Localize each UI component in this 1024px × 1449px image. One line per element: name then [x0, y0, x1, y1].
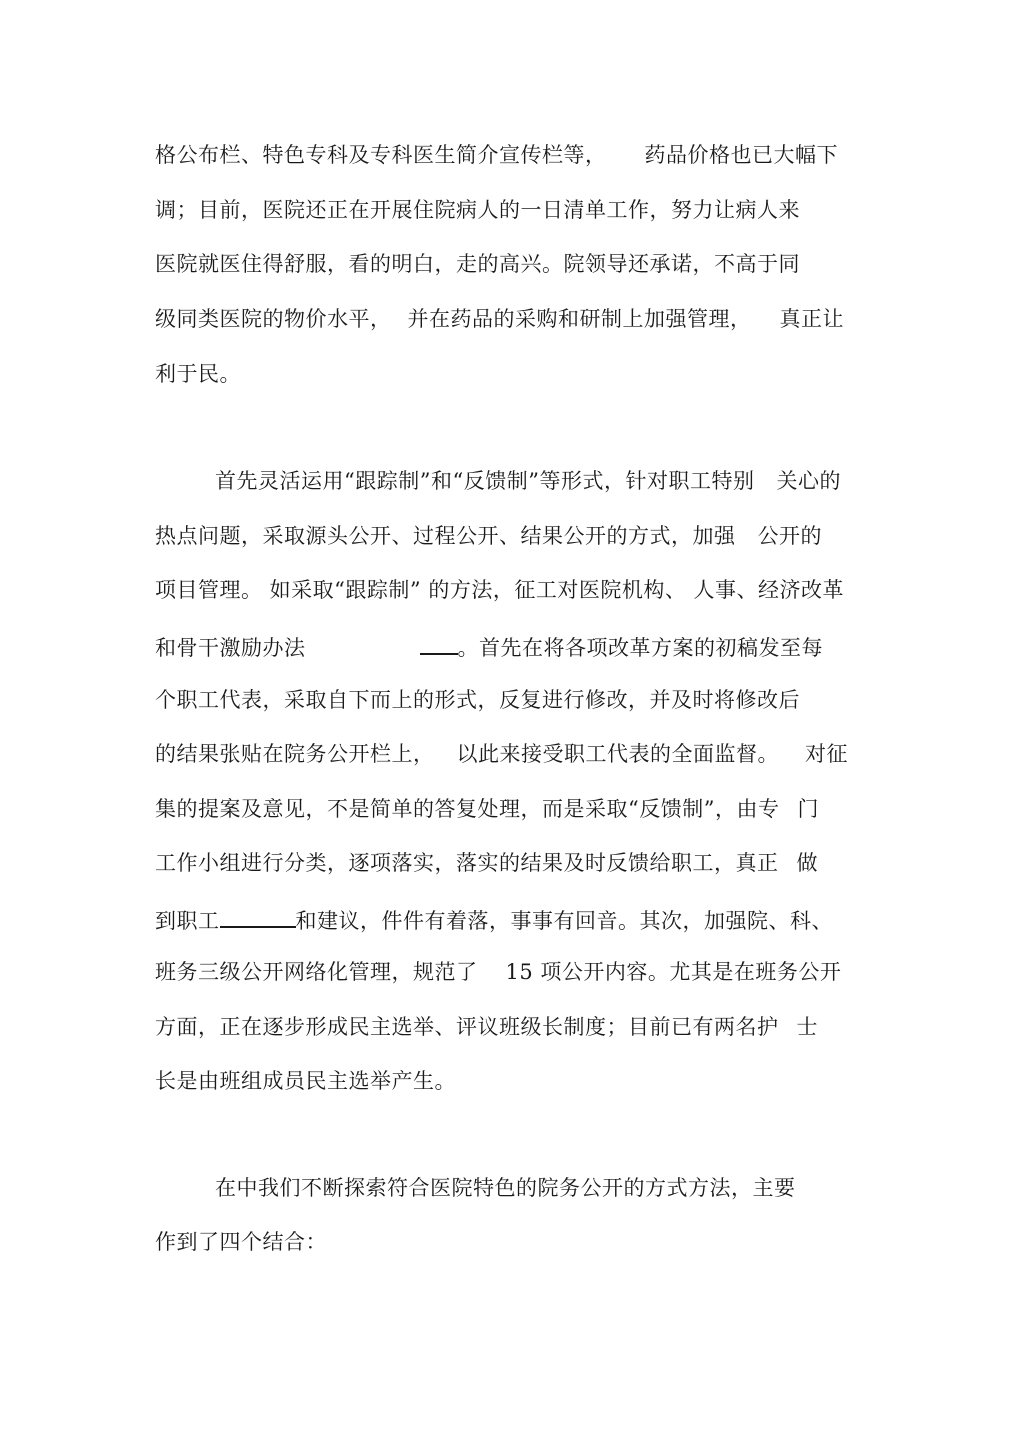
p2-line-6-a: 的结果张贴在院务公开栏上，: [155, 742, 435, 766]
p2-line-6: [155, 740, 848, 768]
p3-line-2: 作到了四个结合：: [155, 1230, 327, 1254]
p2-line-1: [215, 467, 841, 495]
p2-line-10-b: 15 项公开内容。尤其是在班务公开: [505, 960, 842, 984]
fill-in-blank-1: [420, 631, 458, 655]
p2-line-7-b: 门: [797, 797, 819, 821]
p2-line-1-a: 首先灵活运用“跟踪制”和“反馈制”等形式，针对职工特别: [215, 469, 755, 493]
p2-line-9-a: 到职工: [155, 909, 220, 933]
p3-line-1: 在中我们不断探索符合医院特色的院务公开的方式方法，主要: [215, 1176, 796, 1200]
p1-line-1: [155, 141, 838, 169]
p1-line-3: 医院就医住得舒服，看的明白，走的高兴。院领导还承诺，不高于同: [155, 252, 800, 276]
p1-line-5: 利于民。: [155, 362, 241, 386]
p2-line-10-a: 班务三级公开网络化管理，规范了: [155, 960, 478, 984]
p2-line-8-a: 工作小组进行分类，逐项落实，落实的结果及时反馈给职工，真正: [155, 851, 779, 875]
p2-line-11-b: 士: [796, 1015, 818, 1039]
p2-line-8-b: 做: [796, 851, 818, 875]
p2-line-6-b: 以此来接受职工代表的全面监督。: [456, 742, 779, 766]
p1-line-1-b: 药品价格也已大幅下: [644, 143, 838, 167]
p2-line-6-c: 对征: [805, 742, 848, 766]
p2-line-11: [155, 1013, 818, 1041]
p2-line-4-b: 。首先在将各项改革方案的初稿发至每: [457, 636, 823, 660]
p2-line-4: [155, 631, 823, 662]
fill-in-blank-2: [220, 904, 296, 928]
p2-line-2-a: 热点问题，采取源头公开、过程公开、结果公开的方式，加强: [155, 524, 736, 548]
p2-line-7-a: 集的提案及意见，不是简单的答复处理，而是采取“反馈制”，由专: [155, 797, 780, 821]
p2-line-4-a: 和骨干激励办法: [155, 636, 306, 660]
p2-line-9: [155, 904, 833, 935]
p2-line-2-b: 公开的: [757, 524, 822, 548]
p2-line-10: [155, 958, 841, 986]
p1-line-4-a: 级同类医院的物价水平，: [155, 307, 392, 331]
p2-line-11-a: 方面，正在逐步形成民主选举、评议班级长制度；目前已有两名护: [155, 1015, 779, 1039]
p1-line-4: [155, 305, 844, 333]
p2-line-1-b: 关心的: [776, 469, 841, 493]
p1-line-1-a: 格公布栏、特色专科及专科医生简介宣传栏等，: [155, 143, 607, 167]
p1-line-4-b: 并在药品的采购和研制上加强管理，: [407, 307, 752, 331]
p2-line-5: 个职工代表，采取自下而上的形式，反复进行修改，并及时将修改后: [155, 688, 800, 712]
p2-line-7: [155, 795, 819, 823]
p2-line-3: 项目管理。 如采取“跟踪制” 的方法，征工对医院机构、 人事、经济改革: [155, 578, 844, 602]
p1-line-4-c: 真正让: [779, 307, 844, 331]
p2-line-8: [155, 849, 818, 877]
p2-line-9-b: 和建议，件件有着落，事事有回音。其次，加强院、科、: [295, 909, 833, 933]
p2-line-12: 长是由班组成员民主选举产生。: [155, 1069, 456, 1093]
p2-line-2: [155, 522, 822, 550]
p1-line-2: 调；目前，医院还正在开展住院病人的一日清单工作，努力让病人来: [155, 198, 800, 222]
